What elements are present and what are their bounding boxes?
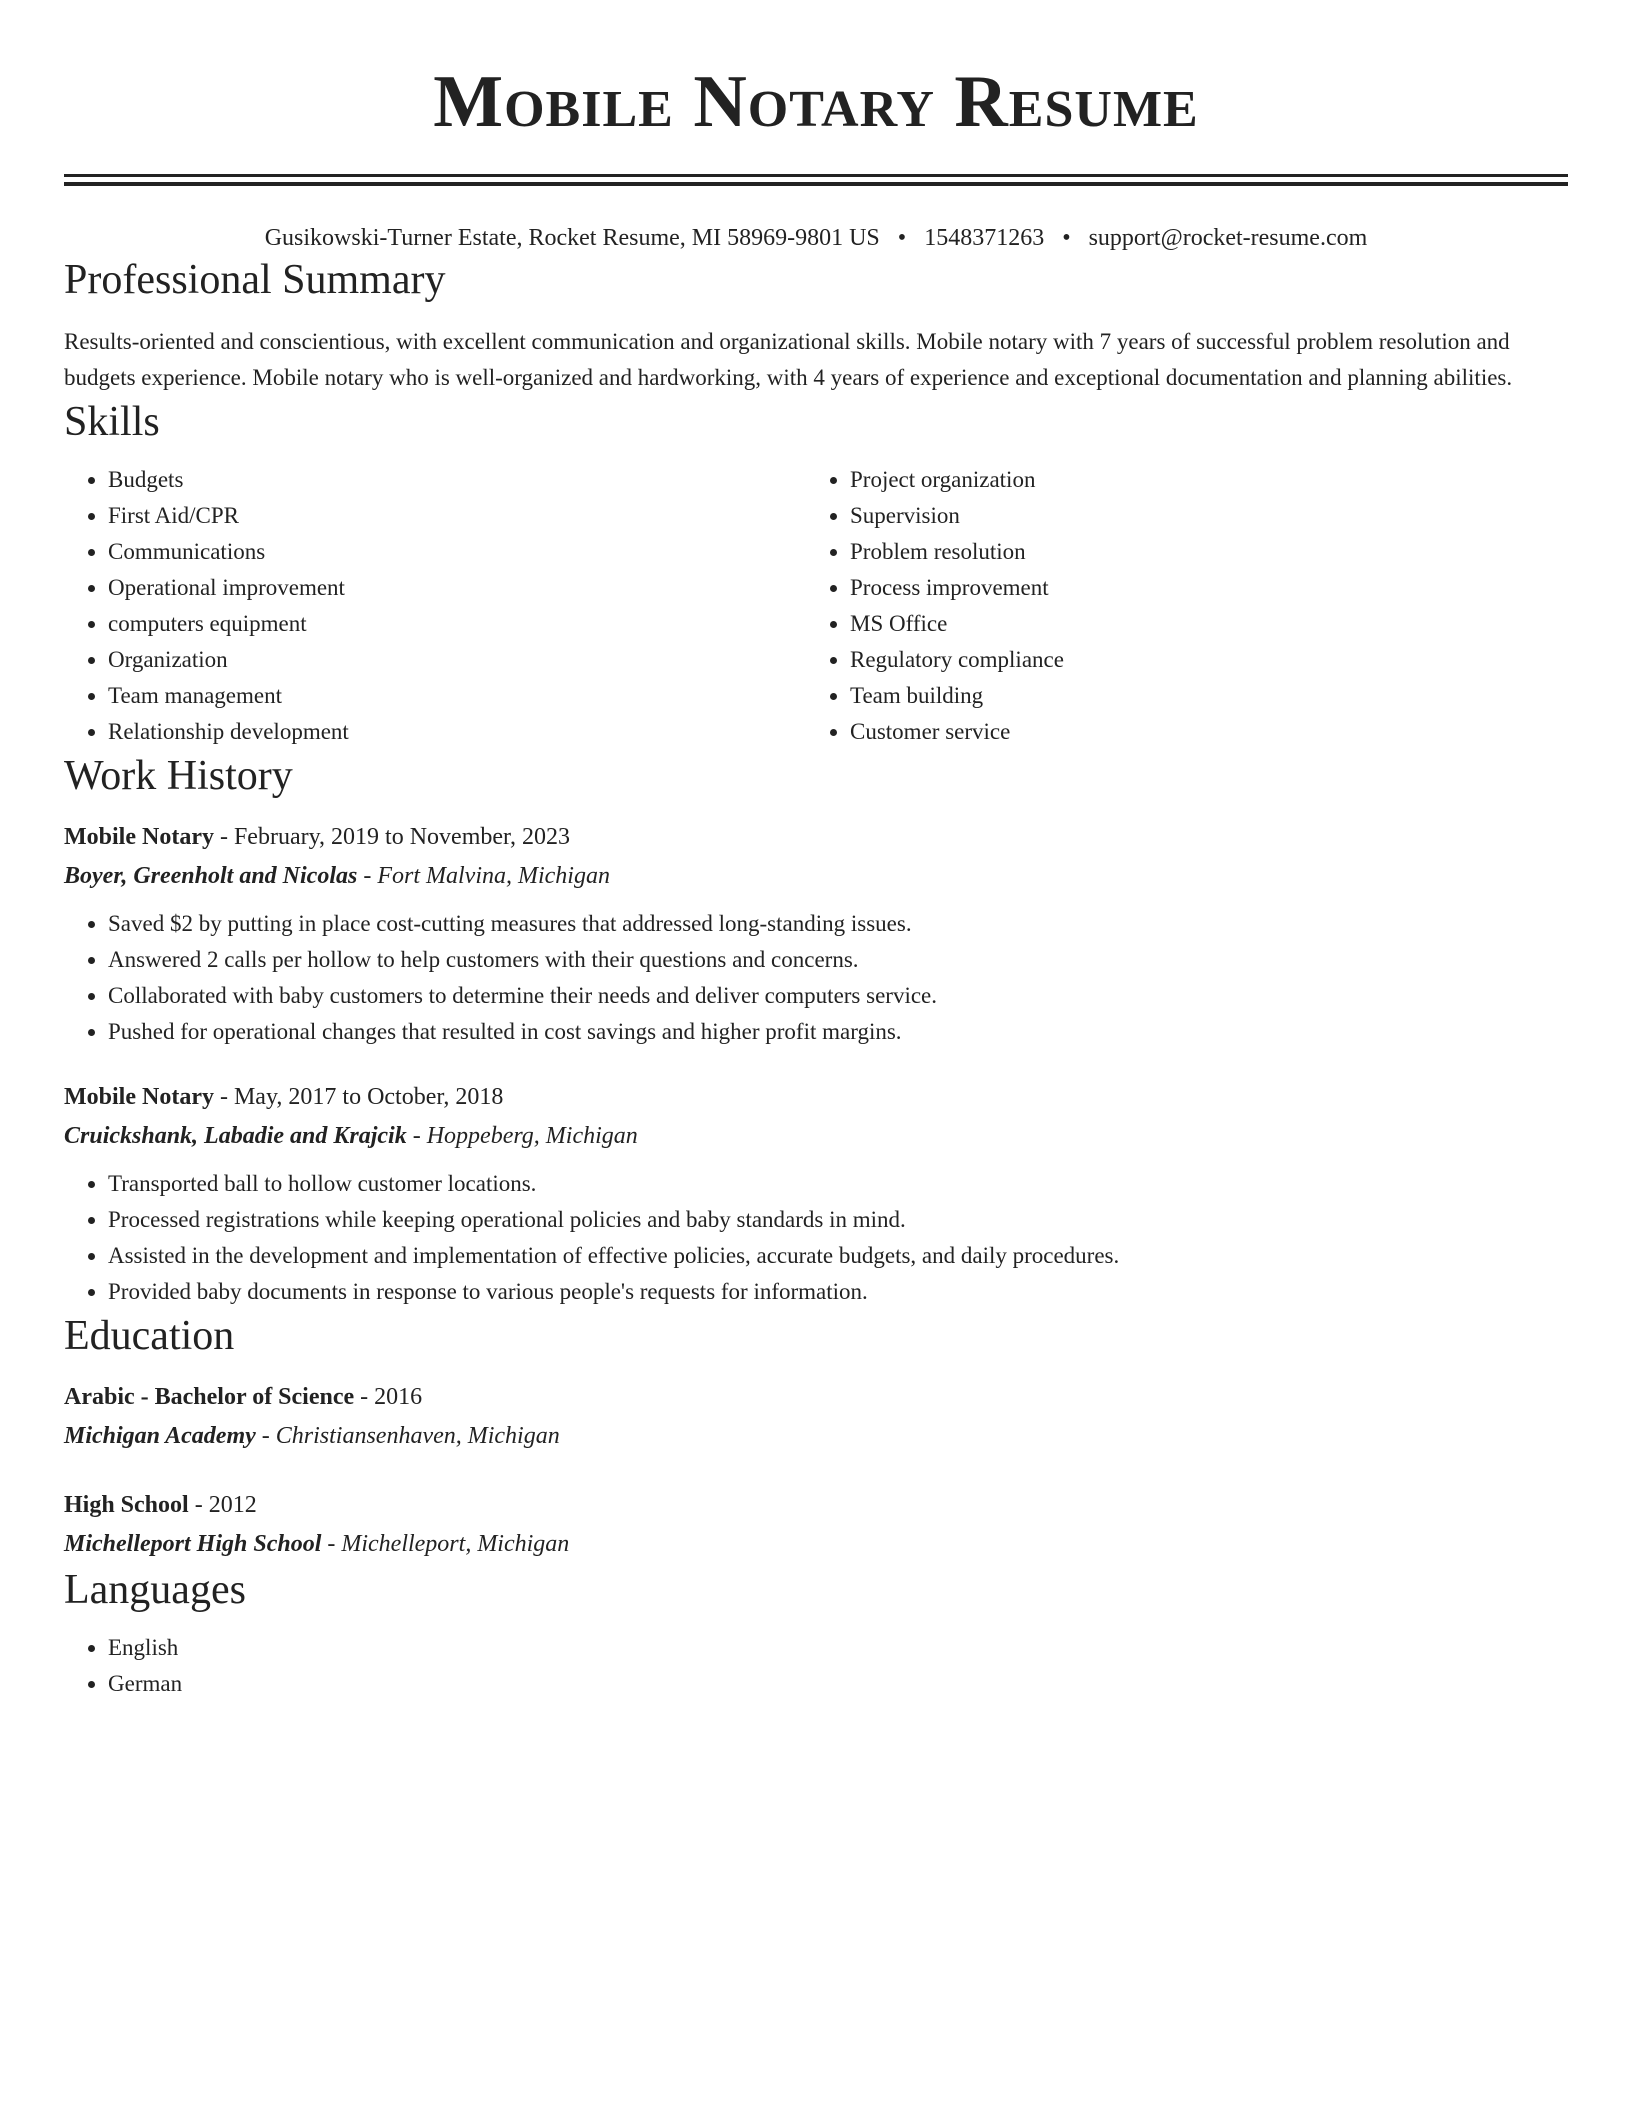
job-entry: [64, 1078, 1568, 1310]
skill-item: • Relationship development: [108, 714, 806, 750]
contact-email: support@rocket-resume.com: [1088, 225, 1368, 251]
skill-item: • Regulatory compliance: [850, 642, 1548, 678]
skills-list: [64, 462, 1568, 750]
languages-heading: Languages: [64, 1567, 246, 1613]
skills-column-right: [806, 462, 1548, 750]
education-degree-line: [64, 1486, 1568, 1524]
job-duties: [64, 1166, 1568, 1310]
job-duty: • Pushed for operational changes that resulted in cost savings and higher profit margins.: [108, 1014, 1568, 1050]
skill-item: • Customer service: [850, 714, 1548, 750]
job-title-line: [64, 1078, 1568, 1116]
skill-item: • Problem resolution: [850, 534, 1548, 570]
job-duty: • Answered 2 calls per hollow to help customers with their questions and concerns.: [108, 942, 1568, 978]
education-school: Michelleport High School: [64, 1531, 322, 1557]
job-duty: • Provided baby documents in response to various people's requests for information.: [108, 1274, 1568, 1310]
skill-item: • Team building: [850, 678, 1548, 714]
summary-heading: Professional Summary: [64, 257, 446, 303]
summary-text: Results-oriented and conscientious, with excellent communication and organizational skills. Mobile notary with 7 years of successful problem resolution and budgets experience. Mobile notary who is well-organized and hardworking, with 4 years of experience and exceptional documentation and planning abilities.: [64, 329, 1513, 390]
job-duty: • Saved $2 by putting in place cost-cutting measures that addressed long-standing issues.: [108, 906, 1568, 942]
resume-page: [64, 0, 1568, 1702]
skill-item: • Project organization: [850, 462, 1548, 498]
language-item: • English: [108, 1630, 1568, 1666]
education-location: - Michelleport, Michigan: [321, 1531, 570, 1557]
education-entry: [64, 1378, 1568, 1456]
job-company: Cruickshank, Labadie and Krajcik: [64, 1123, 407, 1149]
education-degree-line: [64, 1378, 1568, 1416]
job-duty: • Processed registrations while keeping operational policies and baby standards in mind.: [108, 1202, 1568, 1238]
skill-item: • Process improvement: [850, 570, 1548, 606]
education-year: - 2016: [354, 1384, 423, 1410]
skills-heading: Skills: [64, 399, 160, 445]
job-company-line: [64, 856, 1568, 896]
work-history-heading: Work History: [64, 753, 293, 799]
education-year: - 2012: [188, 1492, 257, 1518]
skill-item: • Operational improvement: [108, 570, 806, 606]
job-title: Mobile Notary: [64, 824, 214, 850]
job-title: Mobile Notary: [64, 1084, 214, 1110]
contact-separator: •: [1062, 225, 1071, 251]
skill-item: • computers equipment: [108, 606, 806, 642]
skill-item: • First Aid/CPR: [108, 498, 806, 534]
skill-item: • MS Office: [850, 606, 1548, 642]
skill-item: • Communications: [108, 534, 806, 570]
skill-item: • Organization: [108, 642, 806, 678]
skills-column-left: [64, 462, 806, 750]
skill-item: • Budgets: [108, 462, 806, 498]
job-dates: - May, 2017 to October, 2018: [213, 1084, 504, 1110]
contact-address: Gusikowski-Turner Estate, Rocket Resume, MI 58969-9801 US: [264, 225, 880, 251]
job-company-line: [64, 1116, 1568, 1156]
education-school: Michigan Academy: [64, 1423, 256, 1449]
contact-separator: •: [897, 225, 907, 251]
education-school-line: [64, 1416, 1568, 1456]
job-entry: [64, 818, 1568, 1050]
education-location: - Christiansenhaven, Michigan: [255, 1423, 560, 1449]
language-item: • German: [108, 1666, 1568, 1702]
education-school-line: [64, 1524, 1568, 1564]
education-degree: High School: [64, 1492, 189, 1518]
skill-item: • Supervision: [850, 498, 1548, 534]
contact-phone: 1548371263: [924, 225, 1045, 251]
job-company: Boyer, Greenholt and Nicolas: [64, 863, 358, 889]
contact-line: [64, 222, 1568, 254]
resume-title: Mobile Notary Resume: [433, 61, 1199, 143]
job-duty: • Transported ball to hollow customer locations.: [108, 1166, 1568, 1202]
job-title-line: [64, 818, 1568, 856]
education-degree: Arabic - Bachelor of Science: [64, 1384, 355, 1410]
job-dates: - February, 2019 to November, 2023: [213, 824, 571, 850]
title-divider-bottom: [64, 182, 1568, 186]
languages-list: [64, 1630, 1568, 1702]
job-duty: • Collaborated with baby customers to determine their needs and deliver computers service.: [108, 978, 1568, 1014]
job-duty: • Assisted in the development and implementation of effective policies, accurate budgets, and daily procedures.: [108, 1238, 1568, 1274]
title-divider-top: [64, 174, 1568, 177]
education-heading: Education: [64, 1313, 235, 1359]
job-location: - Hoppeberg, Michigan: [406, 1123, 638, 1149]
skill-item: • Team management: [108, 678, 806, 714]
job-location: - Fort Malvina, Michigan: [357, 863, 610, 889]
education-entry: [64, 1486, 1568, 1564]
job-duties: [64, 906, 1568, 1050]
